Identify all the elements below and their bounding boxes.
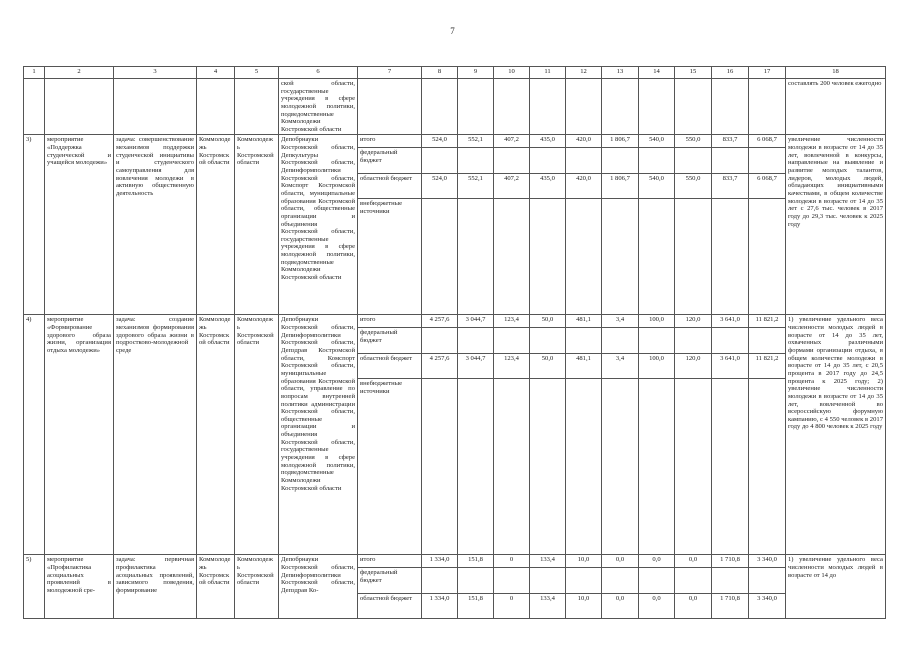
amount-cell (639, 379, 675, 555)
row-number-cell: 5) (24, 555, 45, 619)
budget-type-cell (358, 79, 422, 135)
amount-cell: 481,1 (566, 354, 602, 379)
column-number-cell: 1 (24, 67, 45, 79)
column-number-cell: 6 (279, 67, 358, 79)
co-executor-cell: Коммолодежь Костромской области (235, 315, 279, 555)
co-executor-cell: Коммолодежь Костромской области (235, 555, 279, 619)
column-number-cell: 3 (114, 67, 197, 79)
amount-cell (639, 328, 675, 354)
amount-cell (602, 568, 639, 594)
column-number-cell: 12 (566, 67, 602, 79)
amount-cell (639, 199, 675, 315)
page-number: 7 (450, 26, 455, 36)
task-cell: задача: первичная профилактика асоциальных проявлений, зависимого поведения, формирование (114, 555, 197, 619)
budget-type-cell: внебюджетные источники (358, 199, 422, 315)
responsible-executor-cell: Коммолодежь Костромской области (197, 555, 235, 619)
column-number-cell: 2 (45, 67, 114, 79)
column-number-cell: 5 (235, 67, 279, 79)
amount-cell: 0,0 (639, 594, 675, 619)
amount-cell (639, 148, 675, 174)
amount-cell: 10,0 (566, 555, 602, 568)
amount-cell (639, 568, 675, 594)
amount-cell (675, 379, 712, 555)
amount-cell: 50,0 (530, 354, 566, 379)
amount-cell: 481,1 (566, 315, 602, 328)
participants-cell: ской области, государственные учреждения в сфере молодежной политики, подведомственные Коммолодежи Костромской области (279, 79, 358, 135)
amount-cell (530, 328, 566, 354)
amount-cell: 540,0 (639, 135, 675, 148)
amount-cell: 0,0 (602, 555, 639, 568)
table-row (24, 555, 886, 568)
amount-cell: 540,0 (639, 174, 675, 199)
amount-cell: 6 068,7 (749, 174, 786, 199)
row-number-cell: 4) (24, 315, 45, 555)
column-number-cell: 17 (749, 67, 786, 79)
expected-result-cell: увеличение численности молодежи в возрасте от 14 до 35 лет, вовлеченной в конкурсы, направленные на выявление и развитие молодых талантов, лидеров, молодых людей, обладающих инициативными качествами, в общем количестве молодежи в возрасте от 14 до 35 лет с 27,6 тыс. человек в 2017 году до 29,3 тыс. человек к 2025 году (786, 135, 886, 315)
budget-type-cell: итого (358, 555, 422, 568)
participants-cell: Депобрнауки Костромской области, Депинформполитики Костромской области, Депздрав Костромской области, Комспорт Костромской области, муниципальные образования Костромской области, управление по вопросам внутренней политики администрации Костромской области, общественные организации и объединения Костромской области, государственные учреждения в сфере молодежной политики, подведомственные Коммолодежи Костромской области (279, 315, 358, 555)
amount-cell: 0,0 (675, 594, 712, 619)
empty-cell (114, 79, 197, 135)
amount-cell (458, 199, 494, 315)
empty-cell (235, 79, 279, 135)
co-executor-cell: Коммолодежь Костромской области (235, 135, 279, 315)
event-name-cell: мероприятие «Профилактика асоциальных проявлений в молодежной сре- (45, 555, 114, 619)
amount-cell: 3 340,0 (749, 555, 786, 568)
amount-cell (422, 328, 458, 354)
amount-cell: 4 257,6 (422, 315, 458, 328)
amount-cell: 833,7 (712, 135, 749, 148)
amount-cell (422, 199, 458, 315)
amount-cell: 833,7 (712, 174, 749, 199)
empty-cell (197, 79, 235, 135)
amount-cell: 552,1 (458, 135, 494, 148)
amount-cell (458, 79, 494, 135)
budget-type-cell: областной бюджет (358, 594, 422, 619)
amount-cell: 420,0 (566, 174, 602, 199)
amount-cell: 10,0 (566, 594, 602, 619)
column-number-cell: 16 (712, 67, 749, 79)
budget-type-cell: федеральный бюджет (358, 148, 422, 174)
amount-cell (458, 148, 494, 174)
amount-cell: 407,2 (494, 174, 530, 199)
amount-cell (566, 148, 602, 174)
column-number-cell: 13 (602, 67, 639, 79)
amount-cell: 0,0 (602, 594, 639, 619)
amount-cell (566, 568, 602, 594)
amount-cell: 11 821,2 (749, 315, 786, 328)
amount-cell: 524,0 (422, 174, 458, 199)
amount-cell (566, 199, 602, 315)
amount-cell (675, 199, 712, 315)
column-number-cell: 8 (422, 67, 458, 79)
amount-cell: 1 710,8 (712, 594, 749, 619)
amount-cell (494, 199, 530, 315)
amount-cell: 435,0 (530, 135, 566, 148)
column-number-cell: 18 (786, 67, 886, 79)
amount-cell (602, 379, 639, 555)
amount-cell (494, 379, 530, 555)
amount-cell: 420,0 (566, 135, 602, 148)
task-cell: задача: создание механизмов формирования здорового образа жизни в подростково-молодежной среде (114, 315, 197, 555)
amount-cell: 133,4 (530, 555, 566, 568)
column-number-cell: 7 (358, 67, 422, 79)
amount-cell (566, 328, 602, 354)
amount-cell: 0 (494, 594, 530, 619)
amount-cell: 0,0 (639, 555, 675, 568)
amount-cell: 3 044,7 (458, 315, 494, 328)
amount-cell: 11 821,2 (749, 354, 786, 379)
amount-cell (530, 148, 566, 174)
amount-cell (566, 379, 602, 555)
amount-cell: 6 068,7 (749, 135, 786, 148)
participants-cell: Депобрнауки Костромской области, Депкультуры Костромской области, Депинформполитики Костромской области, Комспорт Костромской области, муниципальные образования Костромской области, общественные организации и объединения Костромской области, государственные учреждения в сфере молодежной политики, подведомственные Коммолодежи Костромской области (279, 135, 358, 315)
amount-cell (530, 199, 566, 315)
amount-cell: 151,8 (458, 555, 494, 568)
amount-cell: 435,0 (530, 174, 566, 199)
amount-cell (530, 79, 566, 135)
amount-cell: 1 334,0 (422, 555, 458, 568)
budget-type-cell: итого (358, 315, 422, 328)
amount-cell: 552,1 (458, 174, 494, 199)
amount-cell (749, 568, 786, 594)
amount-cell (712, 79, 749, 135)
amount-cell: 120,0 (675, 315, 712, 328)
column-number-row (24, 67, 886, 79)
task-cell: задача: совершенствование механизмов поддержки студенческой инициативы и студенческого самоуправления для вовлечения молодежи в активную общественную деятельность (114, 135, 197, 315)
amount-cell: 3 641,0 (712, 354, 749, 379)
carryover-row (24, 79, 886, 135)
scanned-document-page (0, 26, 905, 666)
amount-cell (712, 148, 749, 174)
amount-cell: 123,4 (494, 315, 530, 328)
amount-cell: 3 044,7 (458, 354, 494, 379)
amount-cell (494, 328, 530, 354)
amount-cell: 3,4 (602, 315, 639, 328)
amount-cell (422, 148, 458, 174)
amount-cell (494, 568, 530, 594)
amount-cell (602, 79, 639, 135)
participants-cell: Депобрнауки Костромской области, Депинформполитики Костромской области, Депздрав Ко- (279, 555, 358, 619)
event-name-cell: мероприятие «Формирование здорового образа жизни, организация отдыха молодежи» (45, 315, 114, 555)
budget-type-cell: внебюджетные источники (358, 379, 422, 555)
amount-cell: 123,4 (494, 354, 530, 379)
expected-result-cell: 1) увеличение удельного веса численности молодых людей в возрасте от 14 до 35 лет, охваченных различными формами организации отдыха, в общем количестве молодежи в возрасте от 14 до 35 лет, с 20,5 процента в 2017 году до 24,5 процента к 2025 году; 2) увеличение численности молодежи в возрасте от 14 до 35 лет, вовлеченной во всероссийскую форумную кампанию, с 4 550 человек в 2017 году до 4 800 человек к 2025 году (786, 315, 886, 555)
amount-cell (712, 568, 749, 594)
amount-cell: 0,0 (675, 555, 712, 568)
amount-cell (458, 379, 494, 555)
row-number-cell: 3) (24, 135, 45, 315)
amount-cell: 3 340,0 (749, 594, 786, 619)
column-number-cell: 14 (639, 67, 675, 79)
column-number-cell: 10 (494, 67, 530, 79)
amount-cell: 120,0 (675, 354, 712, 379)
table-row (24, 135, 886, 148)
amount-cell (422, 568, 458, 594)
amount-cell (639, 79, 675, 135)
amount-cell (602, 199, 639, 315)
budget-type-cell: федеральный бюджет (358, 568, 422, 594)
amount-cell: 407,2 (494, 135, 530, 148)
expected-result-cell: составлять 200 человек ежегодно (786, 79, 886, 135)
amount-cell: 151,8 (458, 594, 494, 619)
column-number-cell: 9 (458, 67, 494, 79)
amount-cell (749, 199, 786, 315)
amount-cell (530, 379, 566, 555)
amount-cell (675, 568, 712, 594)
amount-cell: 1 806,7 (602, 174, 639, 199)
responsible-executor-cell: Коммолодежь Костромской области (197, 135, 235, 315)
amount-cell: 133,4 (530, 594, 566, 619)
amount-cell: 3 641,0 (712, 315, 749, 328)
amount-cell (530, 568, 566, 594)
amount-cell: 550,0 (675, 174, 712, 199)
budget-type-cell: итого (358, 135, 422, 148)
column-number-cell: 15 (675, 67, 712, 79)
program-table (23, 66, 886, 619)
amount-cell (494, 79, 530, 135)
column-number-cell: 11 (530, 67, 566, 79)
amount-cell (675, 148, 712, 174)
empty-cell (24, 79, 45, 135)
amount-cell: 1 710,8 (712, 555, 749, 568)
amount-cell (675, 328, 712, 354)
responsible-executor-cell: Коммолодежь Костромской области (197, 315, 235, 555)
amount-cell: 4 257,6 (422, 354, 458, 379)
amount-cell (749, 328, 786, 354)
amount-cell (458, 568, 494, 594)
amount-cell: 100,0 (639, 354, 675, 379)
amount-cell (566, 79, 602, 135)
amount-cell: 524,0 (422, 135, 458, 148)
amount-cell (712, 199, 749, 315)
amount-cell (749, 148, 786, 174)
amount-cell (712, 328, 749, 354)
budget-type-cell: федеральный бюджет (358, 328, 422, 354)
amount-cell (602, 148, 639, 174)
expected-result-cell: 1) увеличение удельного веса численности молодых людей в возрасте от 14 до (786, 555, 886, 619)
amount-cell (749, 379, 786, 555)
amount-cell (602, 328, 639, 354)
amount-cell (494, 148, 530, 174)
amount-cell (675, 79, 712, 135)
amount-cell (458, 328, 494, 354)
amount-cell (422, 379, 458, 555)
budget-type-cell: областной бюджет (358, 354, 422, 379)
program-table-body (24, 67, 886, 619)
amount-cell: 1 806,7 (602, 135, 639, 148)
amount-cell: 550,0 (675, 135, 712, 148)
table-row (24, 315, 886, 328)
amount-cell: 50,0 (530, 315, 566, 328)
column-number-cell: 4 (197, 67, 235, 79)
amount-cell: 3,4 (602, 354, 639, 379)
amount-cell (749, 79, 786, 135)
amount-cell (712, 379, 749, 555)
event-name-cell: мероприятие «Поддержка студенческой и учащейся молодежи» (45, 135, 114, 315)
amount-cell (422, 79, 458, 135)
amount-cell: 0 (494, 555, 530, 568)
budget-type-cell: областной бюджет (358, 174, 422, 199)
amount-cell: 1 334,0 (422, 594, 458, 619)
empty-cell (45, 79, 114, 135)
amount-cell: 100,0 (639, 315, 675, 328)
